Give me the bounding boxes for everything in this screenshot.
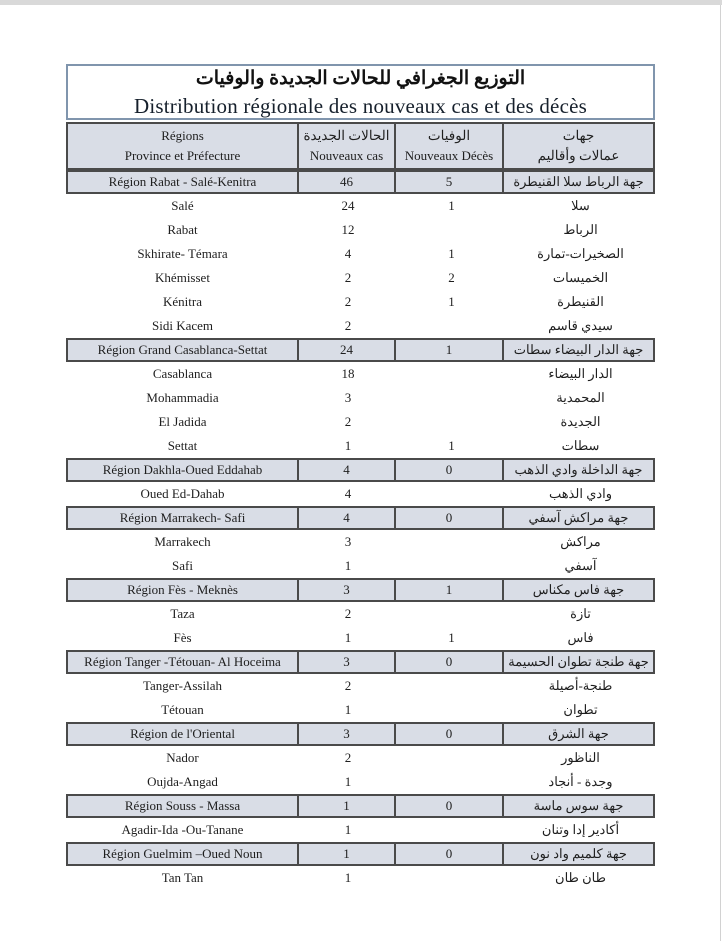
new-cases-cell: 2	[344, 294, 352, 309]
arabic-name-cell: جهة مراكش آسفي	[528, 510, 629, 525]
arabic-name-cell: جهة الداخلة وادي الذهب	[514, 462, 643, 477]
new-cases-cell: 3	[344, 534, 352, 549]
arabic-name-cell: سيدي قاسم	[548, 318, 613, 333]
arabic-name-cell: القنيطرة	[557, 294, 604, 309]
new-deaths-cell: 1	[448, 438, 455, 453]
header-new-cases-arabic: الحالات الجديدة	[303, 128, 390, 143]
new-deaths-cell	[397, 386, 506, 410]
new-deaths-cell: 0	[396, 652, 504, 672]
province-name-cell: Casablanca	[152, 366, 213, 381]
arabic-name-cell: جهة كلميم واد نون	[530, 846, 627, 861]
new-deaths-cell	[397, 314, 506, 338]
table-header-row	[66, 122, 655, 170]
table-row	[66, 458, 655, 482]
province-name-cell: Région Rabat - Salé-Kenitra	[68, 172, 299, 192]
province-name-cell: Région Grand Casablanca-Settat	[68, 340, 299, 360]
new-deaths-cell	[397, 674, 506, 698]
new-cases-cell: 3	[299, 724, 396, 744]
new-deaths-cell: 1	[448, 246, 455, 261]
new-cases-cell: 1	[344, 822, 352, 837]
new-deaths-cell: 0	[396, 724, 504, 744]
province-name-cell: Région Marrakech- Safi	[68, 508, 299, 528]
new-cases-cell: 3	[344, 390, 352, 405]
arabic-name-cell: جهة سوس ماسة	[533, 798, 624, 813]
arabic-name-cell: جهة الرباط سلا القنيطرة	[513, 174, 644, 189]
new-deaths-cell	[397, 410, 506, 434]
new-deaths-cell: 1	[448, 198, 455, 213]
table-row	[66, 674, 655, 698]
table-row	[66, 506, 655, 530]
province-name-cell: El Jadida	[158, 414, 207, 429]
table-row	[66, 362, 655, 386]
arabic-name-cell: جهة الدار البيضاء سطات	[513, 342, 644, 357]
new-deaths-cell	[397, 770, 506, 794]
header-new-cases-french: Nouveaux cas	[309, 148, 384, 163]
table-row	[66, 698, 655, 722]
arabic-name-cell: طنجة-أصيلة	[548, 678, 613, 693]
arabic-name-cell: الدار البيضاء	[548, 366, 613, 381]
new-cases-cell: 4	[344, 486, 352, 501]
header-regions-line1: Régions	[161, 128, 204, 143]
arabic-name-cell: فاس	[567, 630, 594, 645]
new-cases-cell: 18	[341, 366, 355, 381]
new-cases-cell: 46	[299, 172, 396, 192]
new-deaths-cell	[397, 554, 506, 578]
table-row	[66, 842, 655, 866]
new-cases-cell: 2	[344, 750, 352, 765]
province-name-cell: Tanger-Assilah	[143, 678, 222, 693]
report-document	[66, 64, 655, 890]
province-name-cell: Sidi Kacem	[151, 318, 213, 333]
header-regions-arabic	[504, 124, 653, 168]
arabic-name-cell: الصخيرات-تمارة	[537, 246, 624, 261]
document-title-french: Distribution régionale des nouveaux cas et des décès	[133, 93, 587, 118]
province-name-cell: Safi	[172, 558, 193, 573]
province-name-cell: Oued Ed-Dahab	[140, 486, 225, 501]
province-name-cell: Oujda-Angad	[147, 774, 218, 789]
arabic-name-cell: الخميسات	[552, 270, 609, 285]
new-cases-cell: 24	[299, 340, 396, 360]
new-deaths-cell	[397, 218, 506, 242]
arabic-name-cell: آسفي	[564, 558, 597, 573]
arabic-name-cell: جهة الشرق	[548, 726, 609, 741]
province-name-cell: Tan Tan	[161, 870, 204, 885]
new-cases-cell: 1	[344, 702, 352, 717]
new-cases-cell: 2	[344, 318, 352, 333]
new-deaths-cell: 0	[396, 460, 504, 480]
province-name-cell: Skhirate- Témara	[137, 246, 228, 261]
header-regions-arabic-line2: عمالات وأقاليم	[537, 148, 620, 163]
table-row	[66, 170, 655, 194]
table-row	[66, 266, 655, 290]
screen-top-edge	[0, 0, 722, 5]
new-deaths-cell	[397, 602, 506, 626]
province-name-cell: Settat	[167, 438, 198, 453]
province-name-cell: Agadir-Ida -Ou-Tanane	[121, 822, 244, 837]
province-name-cell: Région Souss - Massa	[68, 796, 299, 816]
province-name-cell: Région Dakhla-Oued Eddahab	[68, 460, 299, 480]
arabic-name-cell: جهة طنجة تطوان الحسيمة	[508, 654, 649, 669]
new-cases-cell: 1	[299, 844, 396, 864]
province-name-cell: Région Tanger -Tétouan- Al Hoceima	[68, 652, 299, 672]
header-new-deaths	[396, 124, 504, 168]
arabic-name-cell: جهة فاس مكناس	[532, 582, 625, 597]
new-cases-cell: 4	[299, 508, 396, 528]
header-regions	[68, 124, 299, 168]
arabic-name-cell: وادي الذهب	[548, 486, 613, 501]
new-cases-cell: 1	[344, 558, 352, 573]
table-row	[66, 626, 655, 650]
arabic-name-cell: الجديدة	[560, 414, 601, 429]
new-cases-cell: 1	[344, 774, 352, 789]
table-row	[66, 530, 655, 554]
table-row	[66, 746, 655, 770]
table-row	[66, 218, 655, 242]
new-deaths-cell: 5	[396, 172, 504, 192]
new-deaths-cell	[397, 746, 506, 770]
arabic-name-cell: طان طان	[555, 870, 606, 885]
table-row	[66, 578, 655, 602]
province-name-cell: Marrakech	[154, 534, 211, 549]
new-deaths-cell: 0	[396, 844, 504, 864]
table-row	[66, 314, 655, 338]
arabic-name-cell: الرباط	[563, 222, 598, 237]
new-cases-cell: 4	[344, 246, 352, 261]
new-cases-cell: 1	[344, 630, 352, 645]
new-cases-cell: 1	[299, 796, 396, 816]
province-name-cell: Rabat	[167, 222, 198, 237]
province-name-cell: Taza	[170, 606, 195, 621]
document-title-arabic: التوزيع الجغرافي للحالات الجديدة والوفيات	[195, 67, 526, 89]
table-row	[66, 554, 655, 578]
table-row	[66, 410, 655, 434]
header-regions-line2: Province et Préfecture	[124, 148, 241, 163]
new-cases-cell: 2	[344, 606, 352, 621]
province-name-cell: Région Fès - Meknès	[68, 580, 299, 600]
new-cases-cell: 4	[299, 460, 396, 480]
table-row	[66, 194, 655, 218]
province-name-cell: Salé	[171, 198, 194, 213]
header-regions-arabic-line1: جهات	[562, 128, 595, 143]
new-deaths-cell	[397, 482, 506, 506]
new-deaths-cell	[397, 362, 506, 386]
new-deaths-cell	[397, 818, 506, 842]
new-deaths-cell: 1	[396, 580, 504, 600]
new-deaths-cell: 0	[396, 508, 504, 528]
new-deaths-cell	[397, 530, 506, 554]
table-row	[66, 866, 655, 890]
arabic-name-cell: الناظور	[561, 750, 600, 765]
table-row	[66, 794, 655, 818]
title-box	[66, 64, 655, 120]
province-name-cell: Région Guelmim –Oued Noun	[68, 844, 299, 864]
new-cases-cell: 24	[341, 198, 355, 213]
table-row	[66, 482, 655, 506]
arabic-name-cell: المحمدية	[556, 390, 605, 405]
arabic-name-cell: سطات	[561, 438, 600, 453]
province-name-cell: Tétouan	[161, 702, 204, 717]
table-row	[66, 434, 655, 458]
new-cases-cell: 1	[344, 870, 352, 885]
province-name-cell: Kénitra	[163, 294, 202, 309]
table-body	[66, 170, 655, 890]
new-deaths-cell: 0	[396, 796, 504, 816]
table-row	[66, 602, 655, 626]
table-row	[66, 818, 655, 842]
province-name-cell: Fès	[173, 630, 192, 645]
header-new-deaths-arabic: الوفيات	[427, 128, 471, 143]
province-name-cell: Khémisset	[155, 270, 210, 285]
table-row	[66, 290, 655, 314]
new-deaths-cell	[397, 698, 506, 722]
table-row	[66, 242, 655, 266]
new-cases-cell: 2	[344, 414, 352, 429]
province-name-cell: Région de l'Oriental	[68, 724, 299, 744]
arabic-name-cell: تازة	[570, 606, 591, 621]
new-deaths-cell: 1	[448, 630, 455, 645]
arabic-name-cell: وجدة - أنجاد	[548, 774, 613, 789]
arabic-name-cell: أكادير إدا وتنان	[541, 822, 620, 837]
new-cases-cell: 2	[344, 678, 352, 693]
table-row	[66, 338, 655, 362]
table-row	[66, 722, 655, 746]
new-deaths-cell: 1	[448, 294, 455, 309]
new-cases-cell: 3	[299, 652, 396, 672]
new-cases-cell: 12	[341, 222, 355, 237]
new-cases-cell: 3	[299, 580, 396, 600]
province-name-cell: Mohammadia	[146, 390, 219, 405]
arabic-name-cell: مراكش	[560, 534, 601, 549]
table-row	[66, 650, 655, 674]
header-new-cases	[299, 124, 396, 168]
header-new-deaths-french: Nouveaux Décès	[404, 148, 494, 163]
new-cases-cell: 1	[344, 438, 352, 453]
province-name-cell: Nador	[166, 750, 199, 765]
screen-right-edge	[720, 5, 721, 941]
arabic-name-cell: تطوان	[563, 702, 598, 717]
new-deaths-cell: 2	[448, 270, 455, 285]
new-deaths-cell: 1	[396, 340, 504, 360]
new-deaths-cell	[397, 866, 506, 890]
table-row	[66, 386, 655, 410]
table-row	[66, 770, 655, 794]
arabic-name-cell: سلا	[571, 198, 590, 213]
new-cases-cell: 2	[344, 270, 352, 285]
